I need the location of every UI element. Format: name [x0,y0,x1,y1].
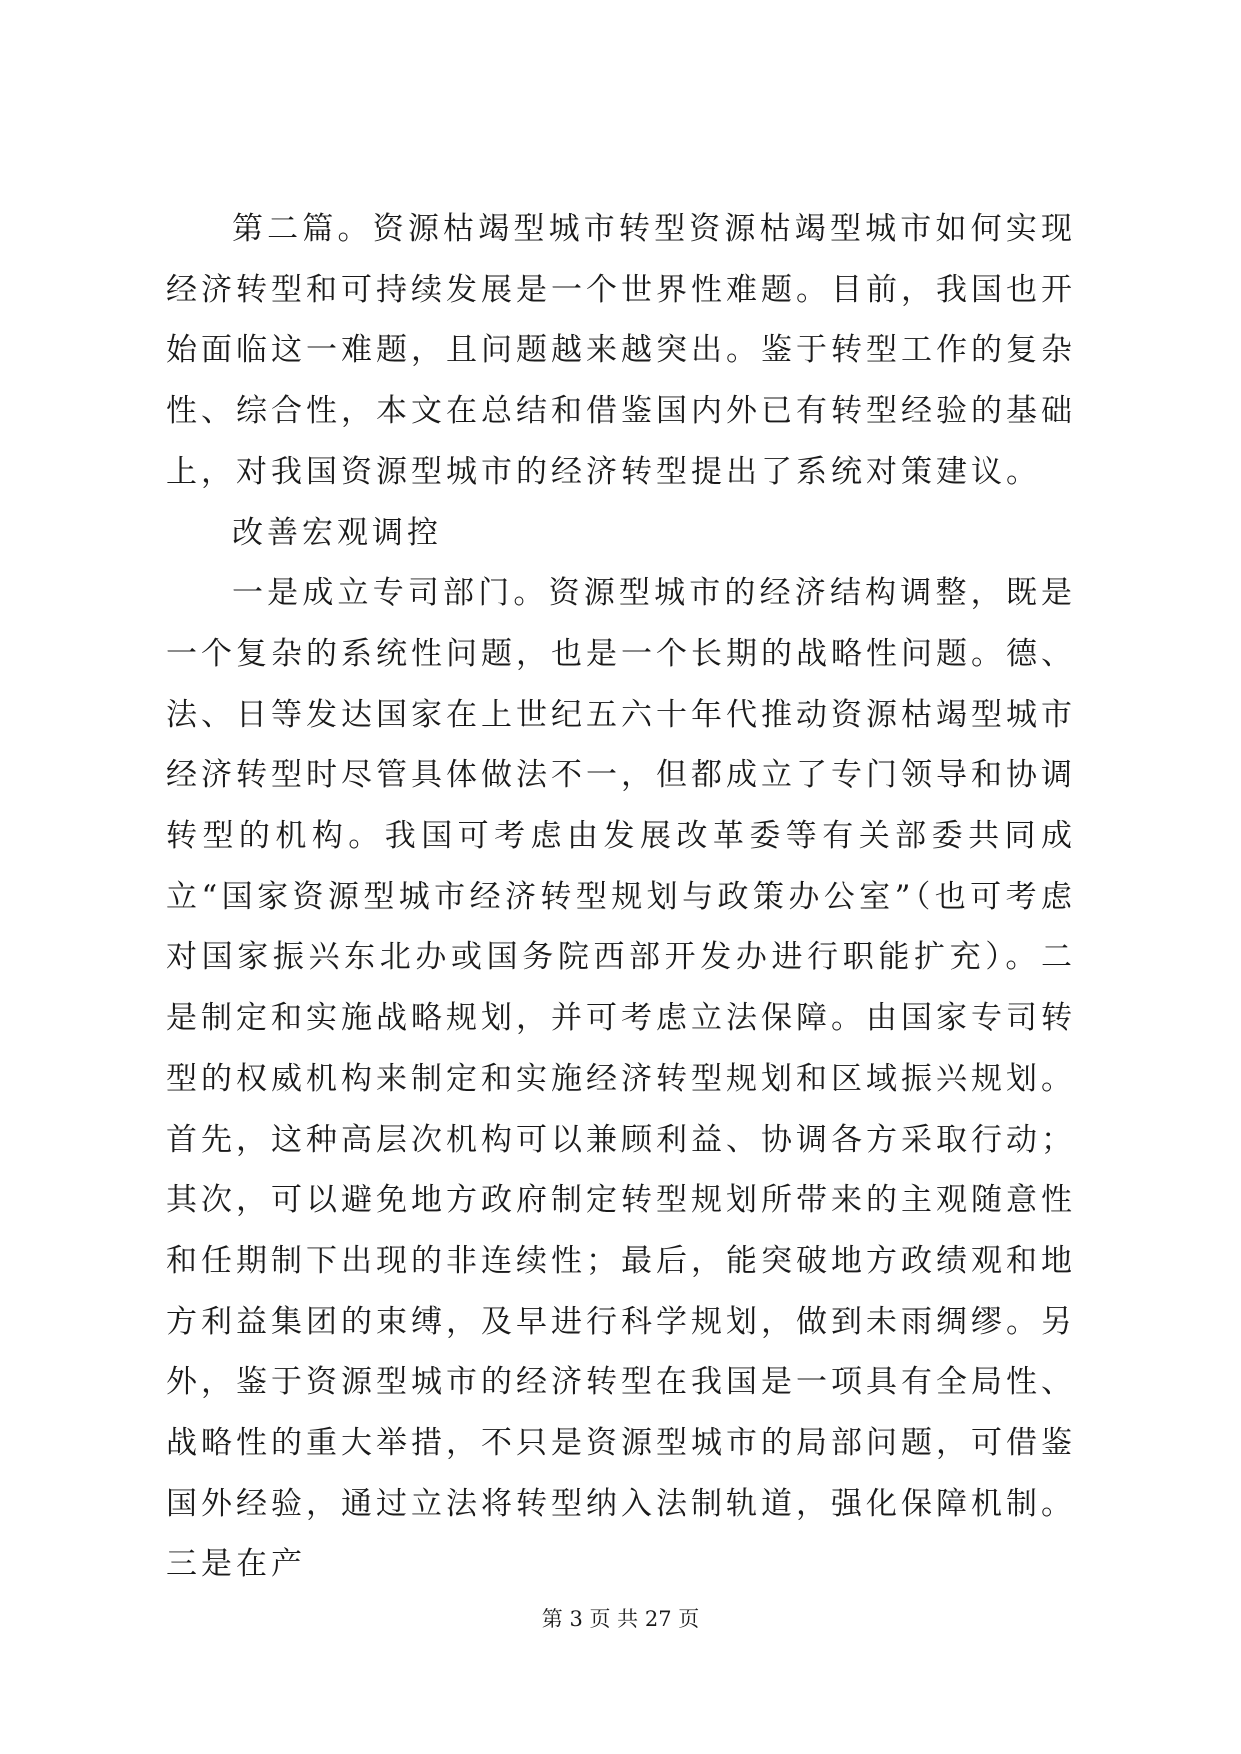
paragraph-intro: 第二篇。资源枯竭型城市转型资源枯竭型城市如何实现经济转型和可持续发展是一个世界性难题。目前，我国也开始面临这一难题，且问题越来越突出。鉴于转型工作的复杂性、综合性，本文在总结和借鉴国内外已有转型经验的基础上，对我国资源型城市的经济转型提出了系统对策建议。 [166,211,1076,490]
paragraph-body: 一是成立专司部门。资源型城市的经济结构调整，既是一个复杂的系统性问题，也是一个长期的战略性问题。德、法、日等发达国家在上世纪五六十年代推动资源枯竭型城市经济转型时尽管具体做法不一，但都成立了专门领导和协调转型的机构。我国可考虑由发展改革委等有关部委共同成立“国家资源型城市经济转型规划与政策办公室”（也可考虑对国家振兴东北办或国务院西部开发办进行职能扩充）。二是制定和实施战略规划，并可考虑立法保障。由国家专司转型的权威机构来制定和实施经济转型规划和区域振兴规划。首先，这种高层次机构可以兼顾利益、协调各方采取行动；其次，可以避免地方政府制定转型规划所带来的主观随意性和任期制下出现的非连续性；最后，能突破地方政绩观和地方利益集团的束缚，及早进行科学规划，做到未雨绸缪。另外，鉴于资源型城市的经济转型在我国是一项具有全局性、战略性的重大举措，不只是资源型城市的局部问题，可借鉴国外经验，通过立法将转型纳入法制轨道，强化保障机制。三是在产 [166,575,1076,1583]
section-heading: 改善宏观调控 [232,514,442,551]
page-footer: 第 3 页 共 27 页 [541,1607,700,1631]
body-text [166,199,1076,1595]
